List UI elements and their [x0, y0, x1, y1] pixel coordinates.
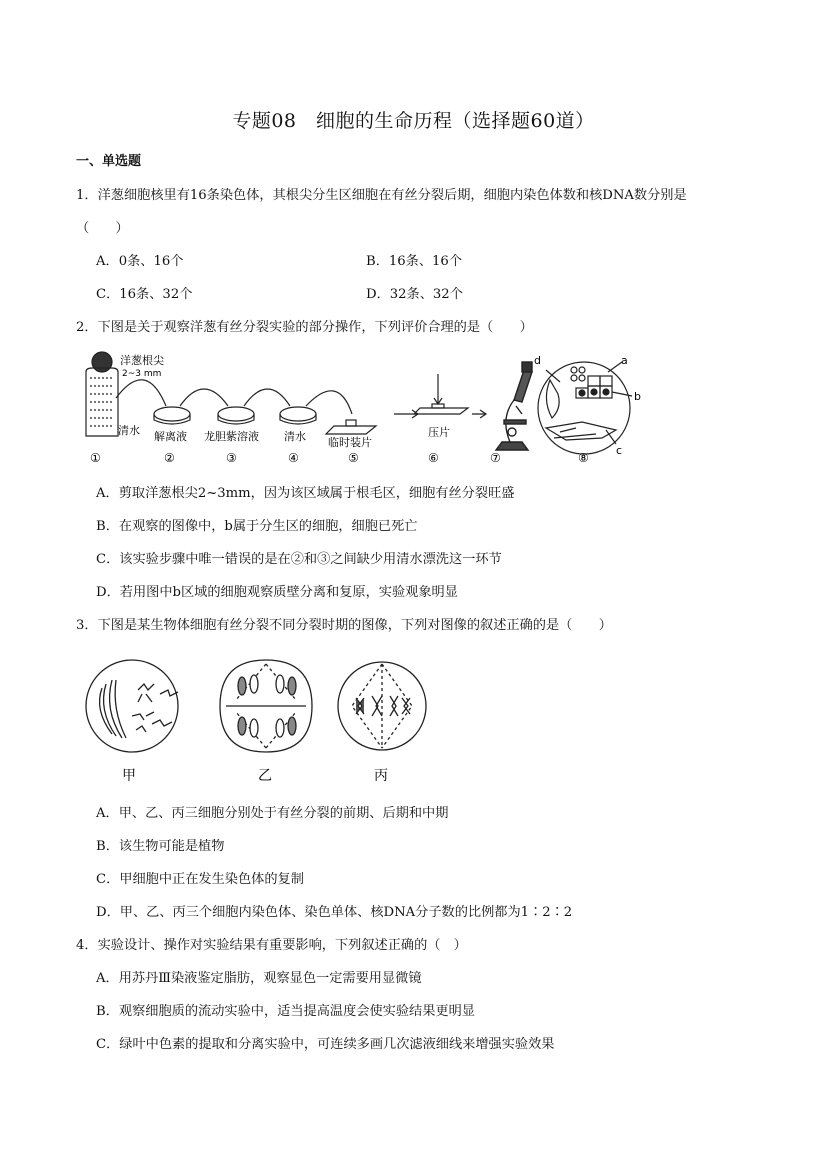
- q3-option-a: A．甲、乙、丙三细胞分别处于有丝分裂的前期、后期和中期: [96, 806, 449, 821]
- step-number-2: ②: [164, 451, 175, 465]
- step-number-7: ⑦: [490, 451, 501, 465]
- step-label-water-2: 清水: [284, 430, 306, 443]
- press-slides: [414, 408, 468, 414]
- q1-stem: 1．洋葱细胞核里有16条染色体，其根尖分生区细胞在有丝分裂后期，细胞内染色体数和核DNA数分别是: [76, 188, 687, 203]
- q1-option-d: D．32条、32个: [366, 287, 463, 302]
- step-label-press: 压片: [428, 426, 450, 439]
- q2-experiment-figure: [76, 348, 676, 474]
- temporary-slide: [326, 426, 376, 434]
- q1-option-b: B．16条、16个: [366, 254, 463, 269]
- step-number-4: ④: [288, 451, 299, 465]
- q3-option-d: D．甲、乙、丙三个细胞内染色体、染色单体、核DNA分子数的比例都为1∶2∶2: [96, 905, 573, 920]
- cell-yi: [220, 660, 312, 752]
- q2-option-b: B．在观察的图像中，b属于分生区的细胞，细胞已死亡: [96, 519, 418, 534]
- page-title: 专题08 细胞的生命历程（选择题60道）: [232, 110, 595, 132]
- cell-jia: [86, 660, 178, 752]
- step-number-6: ⑥: [428, 451, 439, 465]
- step-number-5: ⑤: [348, 451, 359, 465]
- step-label-slide: 临时装片: [328, 436, 372, 449]
- q2-option-c: C．该实验步骤中唯一错误的是在②和③之间缺少用清水漂洗这一环节: [96, 552, 502, 567]
- q4-option-b: B．观察细胞质的流动实验中，适当提高温度会使实验结果更明显: [96, 1004, 475, 1019]
- step-number-3: ③: [226, 451, 237, 465]
- q4-option-a: A．用苏丹Ⅲ染液鉴定脂肪，观察显色一定需要用显微镜: [96, 971, 422, 986]
- label-yi: 乙: [258, 768, 272, 784]
- dish-rinse: [280, 407, 316, 421]
- step-label-stain: 龙胆紫溶液: [204, 430, 259, 443]
- cell-bing: [338, 662, 426, 750]
- onion-bottle-figure: [86, 352, 118, 436]
- q3-option-b: B．该生物可能是植物: [96, 839, 225, 854]
- dish-stain: [218, 407, 254, 421]
- label-jia: 甲: [122, 768, 136, 784]
- step-number-1: ①: [90, 451, 101, 465]
- dish-dissociation: [154, 407, 190, 421]
- microscope-figure: [496, 362, 532, 450]
- q2-option-d: D．若用图中b区域的细胞观察质壁分离和复原，实验观象明显: [96, 585, 458, 600]
- q1-stem-bracket: （ ）: [76, 221, 129, 236]
- q3-mitosis-figure: [76, 650, 436, 790]
- label-letter-a: a: [621, 354, 628, 367]
- q2-stem: 2．下图是关于观察洋葱有丝分裂实验的部分操作，下列评价合理的是（ ）: [76, 320, 533, 335]
- q3-stem: 3．下图是某生物体细胞有丝分裂不同分裂时期的图像，下列对图像的叙述正确的是（ ）: [76, 618, 612, 633]
- microscope-view-figure: [538, 362, 632, 454]
- root-length-label: 2~3 mm: [122, 369, 162, 379]
- label-bing: 丙: [374, 768, 388, 784]
- section-heading: 一、单选题: [76, 154, 142, 169]
- q1-option-c: C．16条、32个: [96, 287, 193, 302]
- q4-stem: 4．实验设计、操作对实验结果有重要影响，下列叙述正确的（ ）: [76, 938, 467, 953]
- step-label-water-1: 清水: [118, 424, 140, 437]
- step-number-8: ⑧: [578, 451, 589, 465]
- q4-option-c: C．绿叶中色素的提取和分离实验中，可连续多画几次滤液细线来增强实验效果: [96, 1037, 555, 1052]
- step-label-dissociation: 解离液: [154, 430, 187, 443]
- q1-option-a: A．0条、16个: [96, 254, 184, 269]
- label-letter-c: c: [616, 444, 623, 457]
- label-letter-d: d: [534, 354, 541, 367]
- label-letter-b: b: [634, 390, 641, 403]
- q3-option-c: C．甲细胞中正在发生染色体的复制: [96, 872, 304, 887]
- root-tip-label: 洋葱根尖: [120, 354, 164, 367]
- press-arrow: [434, 374, 442, 404]
- q2-option-a: A．剪取洋葱根尖2~3mm，因为该区域属于根毛区，细胞有丝分裂旺盛: [96, 486, 515, 501]
